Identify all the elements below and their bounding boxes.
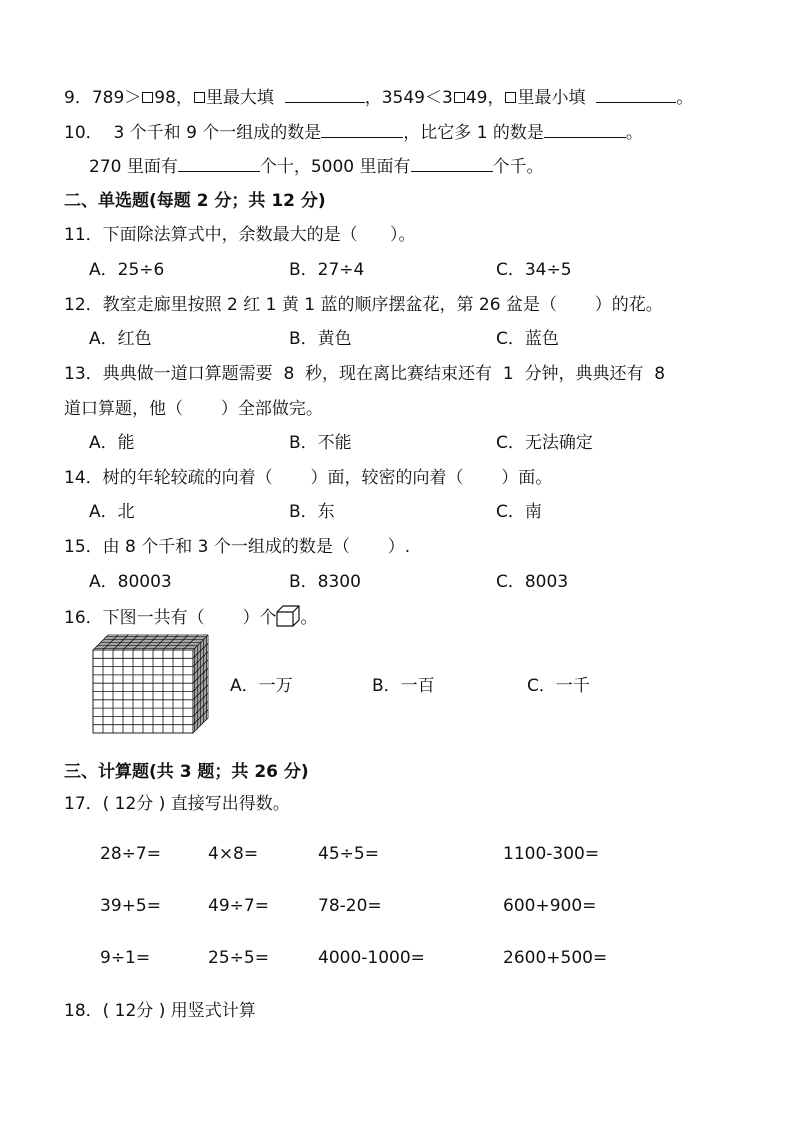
option-b[interactable]: B．不能 — [289, 433, 352, 453]
small-cube-icon — [276, 605, 300, 627]
calc-item: 600+900= — [503, 896, 597, 916]
answer-blank[interactable] — [544, 121, 626, 138]
answer-blank[interactable] — [596, 86, 676, 103]
calc-item: 4×8= — [208, 844, 259, 864]
q10-text-6: 个千。 — [492, 157, 544, 177]
option-b[interactable]: B．黄色 — [289, 329, 352, 349]
q9-text-5: 49， — [465, 88, 505, 108]
option-a[interactable]: A．北 — [89, 502, 135, 522]
option-c[interactable]: C．蓝色 — [496, 329, 559, 349]
option-b[interactable]: B．一百 — [372, 676, 435, 696]
box-icon — [142, 92, 153, 103]
box-icon — [454, 92, 465, 103]
box-icon — [194, 92, 205, 103]
calc-item: 78-20= — [318, 896, 382, 916]
q10-text-4: 270 里面有 — [89, 157, 178, 177]
question-16 — [64, 605, 317, 629]
box-icon — [505, 92, 516, 103]
option-c[interactable]: C．无法确定 — [496, 433, 593, 453]
option-a[interactable]: A．能 — [89, 433, 135, 453]
q16-text-2: 。 — [300, 608, 318, 628]
option-c[interactable]: C．8003 — [496, 572, 569, 592]
q9-text-4: ，3549＜3 — [364, 88, 453, 108]
option-c[interactable]: C．34÷5 — [496, 260, 572, 280]
question-11: 11．下面除法算式中，余数最大的是（ ）。 — [64, 225, 416, 245]
calc-item: 49÷7= — [208, 896, 269, 916]
q10-text-1: 10． 3 个千和 9 个一组成的数是 — [64, 123, 322, 143]
q9-text-1: 789＞ — [91, 88, 142, 108]
calc-item: 2600+500= — [503, 948, 608, 968]
question-10-line-2 — [89, 155, 544, 178]
calc-item: 45÷5= — [318, 844, 379, 864]
calc-item: 39+5= — [100, 896, 161, 916]
q10-text-3: 。 — [625, 123, 643, 143]
section-title-3: 三、计算题(共 3 题；共 26 分) — [64, 762, 309, 782]
q10-text-2: ，比它多 1 的数是 — [403, 123, 544, 143]
question-14: 14．树的年轮较疏的向着（ ）面，较密的向着（ ）面。 — [64, 468, 553, 488]
option-c[interactable]: C．一千 — [527, 676, 590, 696]
calc-item: 9÷1= — [100, 948, 151, 968]
thousand-cube-figure — [88, 630, 212, 736]
q10-text-5: 个十，5000 里面有 — [259, 157, 411, 177]
option-c[interactable]: C．南 — [496, 502, 542, 522]
q9-text-3: 里最大填 — [205, 88, 274, 108]
answer-blank[interactable] — [321, 121, 403, 138]
question-10-line-1 — [64, 121, 643, 144]
q16-text-1: 16．下图一共有（ ）个 — [64, 608, 277, 628]
question-13-line-1: 13．典典做一道口算题需要 8 秒，现在离比赛结束还有 1 分钟，典典还有 8 — [64, 364, 666, 384]
calc-item: 1100-300= — [503, 844, 600, 864]
calc-item: 25÷5= — [208, 948, 269, 968]
question-15: 15．由 8 个千和 3 个一组成的数是（ ）. — [64, 537, 411, 557]
answer-blank[interactable] — [178, 155, 260, 172]
question-18: 18．( 12分 ) 用竖式计算 — [64, 1001, 256, 1021]
question-17: 17．( 12分 ) 直接写出得数。 — [64, 794, 290, 814]
answer-blank[interactable] — [285, 86, 365, 103]
q9-num: 9． — [64, 88, 92, 108]
question-12: 12．教室走廊里按照 2 红 1 黄 1 蓝的顺序摆盆花，第 26 盆是（ ）的花。 — [64, 295, 663, 315]
q9-text-6: 里最小填 — [517, 88, 586, 108]
option-a[interactable]: A．一万 — [230, 676, 293, 696]
option-b[interactable]: B．东 — [289, 502, 335, 522]
q9-text-2: 98， — [154, 88, 193, 108]
answer-blank[interactable] — [411, 155, 493, 172]
q9-end: 。 — [676, 88, 694, 108]
option-a[interactable]: A．25÷6 — [89, 260, 165, 280]
section-title-2: 二、单选题(每题 2 分；共 12 分) — [64, 191, 326, 211]
question-9 — [64, 86, 693, 109]
calc-item: 4000-1000= — [318, 948, 425, 968]
option-a[interactable]: A．红色 — [89, 329, 152, 349]
option-b[interactable]: B．27÷4 — [289, 260, 365, 280]
option-b[interactable]: B．8300 — [289, 572, 361, 592]
question-13-line-2: 道口算题，他（ ）全部做完。 — [64, 399, 323, 419]
calc-item: 28÷7= — [100, 844, 161, 864]
option-a[interactable]: A．80003 — [89, 572, 172, 592]
